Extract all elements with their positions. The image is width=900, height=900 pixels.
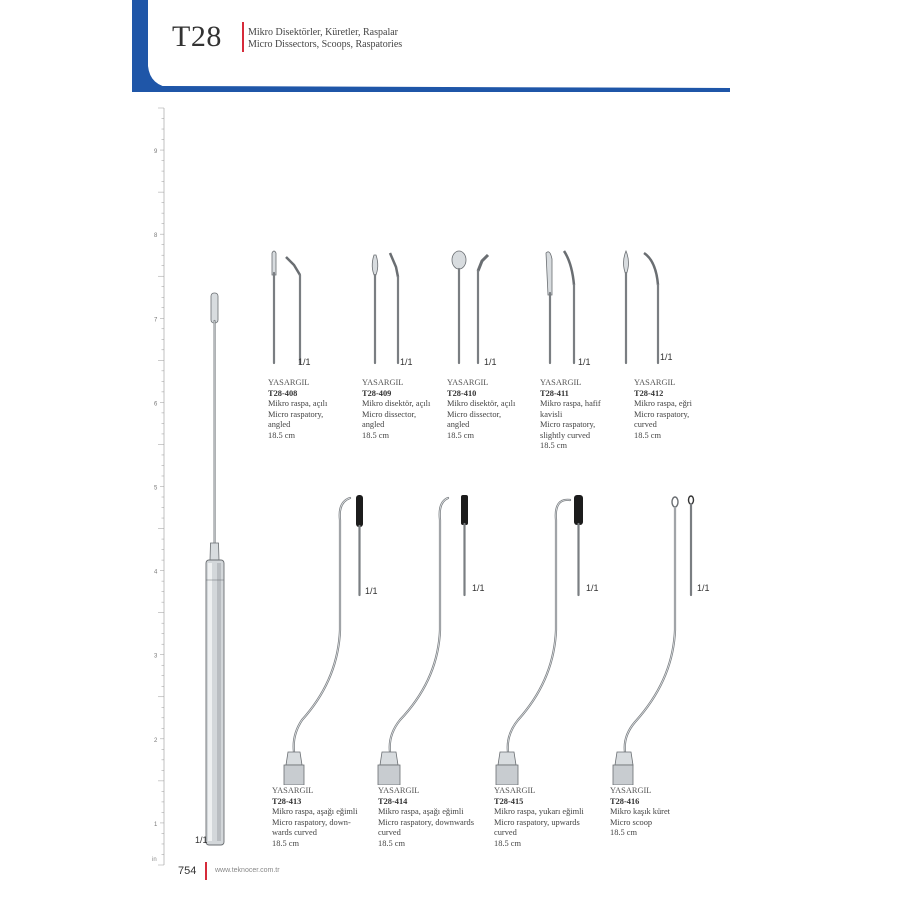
desc-line: curved: [634, 420, 657, 429]
desc-line: angled: [362, 420, 385, 429]
ruler-number: 9: [154, 149, 158, 156]
desc-line: slightly curved: [540, 430, 591, 440]
scale-label: 1/1: [660, 352, 673, 362]
instrument-T28-416: [605, 490, 715, 785]
desc-line: curved: [378, 828, 401, 837]
desc-line: wards curved: [272, 828, 317, 837]
ruler-number: 3: [154, 653, 158, 660]
scale-label: 1/1: [195, 835, 208, 845]
desc-line: Micro dissector,: [447, 409, 502, 419]
product-T28-413: [272, 786, 358, 849]
length: 18.5 cm: [272, 838, 299, 848]
scale-label: 1/1: [586, 583, 599, 593]
desc-line: kavisli: [540, 409, 563, 419]
length: 18.5 cm: [610, 828, 637, 837]
ruler-number: 1: [154, 821, 158, 828]
scale-label: 1/1: [472, 583, 485, 593]
product-code: T28-408: [268, 388, 298, 398]
scale-label: 1/1: [697, 583, 710, 593]
product-code: T28-411: [540, 388, 569, 398]
ruler-unit: in: [152, 857, 157, 863]
product-T28-408: [268, 378, 327, 441]
desc-line: Mikro kaşık küret: [610, 807, 671, 816]
product-code: T28-414: [378, 796, 408, 806]
product-T28-415: [494, 786, 584, 849]
ruler-number: 7: [154, 317, 158, 324]
product-T28-410: [447, 378, 515, 441]
desc-line: Micro raspatory, down-: [272, 817, 351, 827]
brand: YASARGIL: [362, 378, 404, 387]
tip-T28-409: [362, 245, 412, 365]
length: 18.5 cm: [494, 838, 521, 848]
instrument-T28-415: [490, 490, 600, 785]
scale-label: 1/1: [298, 357, 311, 367]
desc-line: Mikro raspa, yukarı eğimli: [494, 807, 584, 816]
tip-T28-408: [262, 245, 312, 365]
product-T28-414: [378, 786, 474, 849]
tip-T28-412: [612, 245, 672, 365]
instrument-T28-414: [370, 490, 480, 785]
brand: YASARGIL: [540, 378, 582, 387]
desc-line: angled: [447, 420, 470, 429]
desc-line: curved: [494, 828, 517, 837]
scale-label: 1/1: [365, 586, 378, 596]
footer-divider: [205, 862, 207, 880]
ruler-number: 8: [154, 233, 158, 240]
length: 18.5 cm: [447, 430, 474, 440]
full-length-instrument: [195, 285, 235, 855]
tip-T28-411: [536, 245, 586, 365]
desc-line: Mikro raspa, aşağı eğimli: [378, 807, 464, 816]
scale-label: 1/1: [484, 357, 497, 367]
product-code: T28-416: [610, 796, 640, 806]
product-code: T28-410: [447, 388, 477, 398]
product-code: T28-409: [362, 388, 392, 398]
ruler-number: 2: [154, 737, 158, 744]
brand: YASARGIL: [634, 378, 676, 387]
desc-line: Mikro disektör, açılı: [447, 399, 516, 408]
desc-line: Mikro raspa, aşağı eğimli: [272, 807, 358, 816]
product-code: T28-413: [272, 796, 302, 806]
length: 18.5 cm: [634, 430, 661, 440]
length: 18.5 cm: [362, 430, 389, 440]
page-number: 754: [178, 865, 197, 877]
brand: YASARGIL: [610, 786, 652, 795]
inch-ruler: [148, 100, 170, 870]
desc-line: Mikro raspa, hafif: [540, 399, 601, 408]
desc-line: Micro scoop: [610, 817, 653, 827]
desc-line: Mikro raspa, eğri: [634, 399, 692, 408]
brand: YASARGIL: [272, 786, 314, 795]
scale-label: 1/1: [400, 357, 413, 367]
header-title-en: Micro Dissectors, Scoops, Raspatories: [248, 39, 403, 50]
brand: YASARGIL: [378, 786, 420, 795]
product-T28-411: [540, 378, 601, 452]
tip-T28-410: [446, 245, 496, 365]
desc-line: angled: [268, 420, 291, 429]
product-T28-416: [610, 786, 670, 839]
length: 18.5 cm: [378, 838, 405, 848]
ruler-number: 5: [154, 485, 158, 492]
desc-line: Mikro disektör, açılı: [362, 399, 431, 408]
product-T28-409: [362, 378, 430, 441]
desc-line: Micro raspatory,: [634, 409, 690, 419]
desc-line: Micro raspatory, upwards: [494, 817, 580, 827]
product-T28-412: [634, 378, 692, 441]
ruler-number: 4: [154, 569, 158, 576]
desc-line: Micro dissector,: [362, 409, 417, 419]
header-title-tr: Mikro Disektörler, Küretler, Raspalar: [248, 27, 398, 38]
desc-line: Micro raspatory, downwards: [378, 817, 474, 827]
catalog-code: T28: [172, 20, 222, 53]
instrument-T28-413: [280, 490, 380, 785]
desc-line: Micro raspatory,: [540, 420, 596, 429]
header-divider: [242, 22, 244, 52]
brand: YASARGIL: [447, 378, 489, 387]
ruler-number: 6: [154, 401, 158, 408]
length: 18.5 cm: [268, 430, 295, 440]
product-code: T28-415: [494, 796, 524, 806]
scale-label: 1/1: [578, 357, 591, 367]
website-url: www.teknocer.com.tr: [215, 867, 280, 874]
desc-line: Micro raspatory,: [268, 409, 324, 419]
desc-line: Mikro raspa, açılı: [268, 399, 328, 408]
length: 18.5 cm: [540, 441, 567, 450]
brand: YASARGIL: [268, 378, 310, 387]
brand: YASARGIL: [494, 786, 536, 795]
product-code: T28-412: [634, 388, 664, 398]
